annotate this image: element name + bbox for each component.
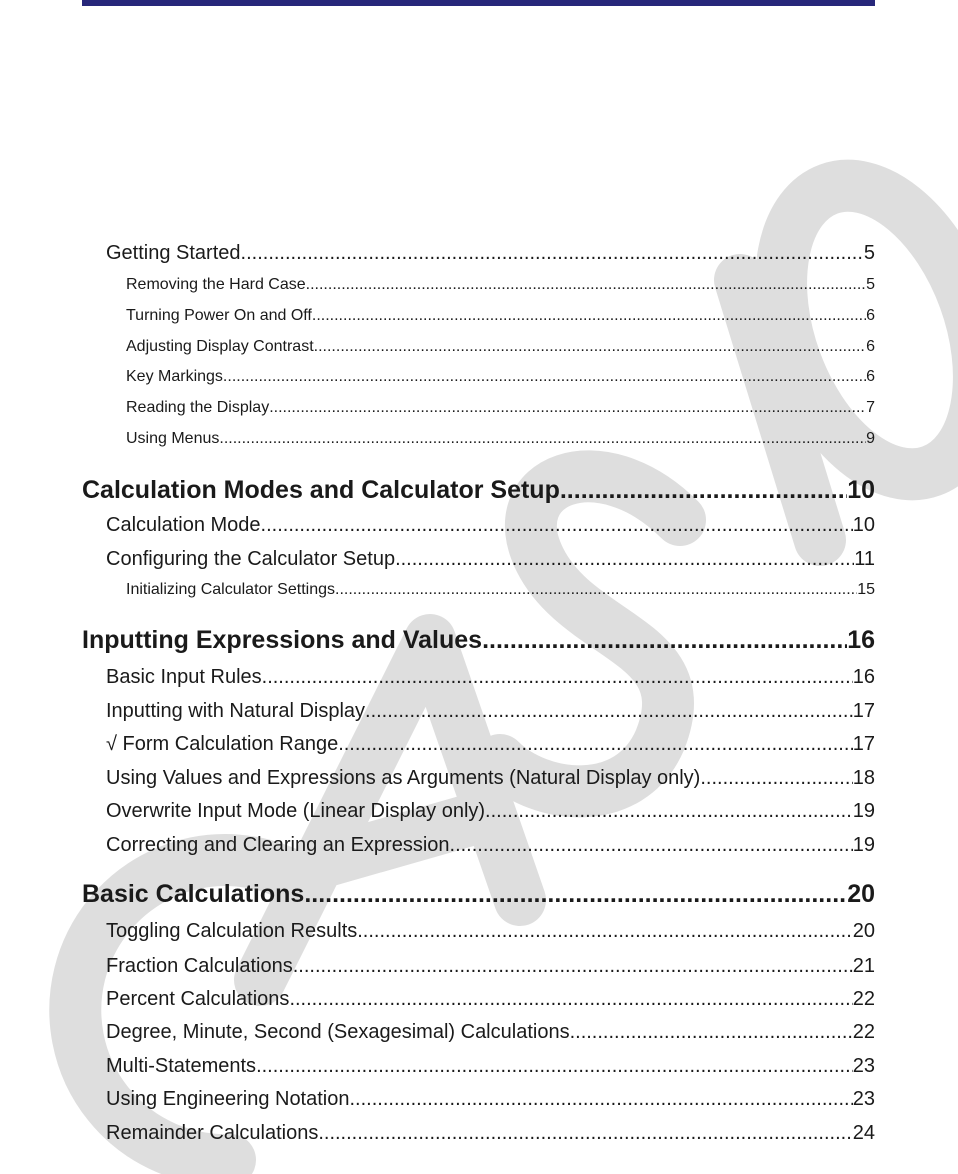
toc-entry[interactable] [106,1021,875,1045]
toc-page-number: 24 [852,1122,875,1144]
toc-leader-dots [338,733,853,756]
toc-entry-title: Calculation Mode [106,514,261,536]
toc-entry-title: Multi-Statements [106,1055,257,1077]
toc-leader-dots [293,955,853,978]
toc-leader-dots [269,399,866,417]
toc-leader-dots [482,626,847,655]
toc-entry[interactable] [106,700,875,724]
toc-leader-dots [261,514,853,537]
toc-page-number: 6 [866,307,875,324]
toc-entry-title: Inputting with Natural Display [106,700,366,722]
toc-leader-dots [312,307,866,325]
toc-entry[interactable] [82,476,875,506]
toc-leader-dots [485,800,853,823]
toc-entry-title: Remainder Calculations [106,1122,319,1144]
toc-entry[interactable] [106,1122,875,1146]
toc-leader-dots [262,666,853,689]
toc-leader-dots [304,880,847,909]
toc-leader-dots [256,1055,853,1078]
toc-leader-dots [350,1088,853,1111]
toc-entry[interactable] [126,368,875,388]
toc-page-number: 6 [866,338,875,355]
toc-page-number: 21 [852,955,875,977]
toc-page-number: 9 [866,430,875,447]
toc-page-number: 17 [852,700,875,722]
toc-entry[interactable] [106,514,875,538]
toc-page-number: 17 [852,733,875,755]
toc-page-number: 19 [852,834,875,856]
toc-entry[interactable] [106,666,875,690]
toc-page-number: 22 [852,988,875,1010]
toc-leader-dots [219,430,866,448]
toc-page-number: 18 [852,767,875,789]
toc-page-number: 15 [857,581,875,598]
toc-entry[interactable] [106,955,875,979]
toc-entry-title: Percent Calculations [106,988,290,1010]
toc-leader-dots [223,368,866,386]
toc-page-number: 16 [847,626,875,654]
toc-page-number: 23 [852,1088,875,1110]
toc-page-number: 10 [852,514,875,536]
toc-page-number: 11 [854,548,875,570]
toc-entry-title: Using Menus [126,430,220,447]
toc-page-number: 10 [847,476,875,504]
toc-entry-title: Reading the Display [126,399,270,416]
toc-page-number: 19 [852,800,875,822]
toc-entry-title: Basic Calculations [82,880,305,908]
toc-entry[interactable] [126,581,875,601]
toc-entry-title: Overwrite Input Mode (Linear Display only) [106,800,486,822]
toc-entry-title: Inputting Expressions and Values [82,626,483,654]
toc-entry[interactable] [106,767,875,791]
toc-entry-title: Correcting and Clearing an Expression [106,834,450,856]
toc-entry[interactable] [126,430,875,450]
toc-entry[interactable] [126,276,875,296]
toc-entry-title: Using Engineering Notation [106,1088,350,1110]
toc-entry-title: Toggling Calculation Results [106,920,358,942]
toc-page-number: 16 [852,666,875,688]
toc-entry[interactable] [106,548,875,572]
toc-page-number: 20 [852,920,875,942]
toc-entry[interactable] [106,733,875,757]
toc-entry[interactable] [82,626,875,656]
toc-entry-title: Degree, Minute, Second (Sexagesimal) Calculations [106,1021,570,1043]
toc-entry[interactable] [106,242,875,266]
toc-entry[interactable] [106,834,875,858]
toc-entry[interactable] [106,1055,875,1079]
toc-page-number: 20 [847,880,875,908]
toc-leader-dots [450,834,853,857]
toc-entry-title: Removing the Hard Case [126,276,306,293]
toc-entry-title: Fraction Calculations [106,955,293,977]
toc-leader-dots [357,920,853,943]
toc-entry-title: Initializing Calculator Settings [126,581,335,598]
toc-entry[interactable] [106,800,875,824]
toc-leader-dots [700,767,852,790]
toc-entry-title: Key Markings [126,368,223,385]
toc-page-number: 5 [863,242,875,264]
toc-entry-title: Adjusting Display Contrast [126,338,314,355]
toc-entry-title: Getting Started [106,242,241,264]
toc-entry[interactable] [126,307,875,327]
toc-leader-dots [318,1122,852,1145]
toc-leader-dots [314,338,866,356]
toc-page-number: 22 [852,1021,875,1043]
toc-leader-dots [289,988,852,1011]
toc-entry-title: Using Values and Expressions as Arguments (Natural Display only) [106,767,701,789]
toc-page-number: 6 [866,368,875,385]
toc-entry-title: Turning Power On and Off [126,307,312,324]
toc-page-number: 23 [852,1055,875,1077]
toc-entry[interactable] [82,880,875,910]
toc-entry-title: Basic Input Rules [106,666,262,688]
toc-entry[interactable] [106,1088,875,1112]
toc-leader-dots [241,242,864,265]
toc-leader-dots [570,1021,853,1044]
toc-entry[interactable] [106,988,875,1012]
toc-entry-title: Calculation Modes and Calculator Setup [82,476,560,504]
toc-leader-dots [306,276,866,294]
toc-leader-dots [560,476,847,505]
toc-page-number: 5 [866,276,875,293]
toc-page-number: 7 [866,399,875,416]
toc-entry-title: √ Form Calculation Range [106,733,339,755]
toc-leader-dots [335,581,857,599]
toc-leader-dots [365,700,853,723]
toc-entry[interactable] [126,338,875,358]
toc-entry[interactable] [126,399,875,419]
toc-entry[interactable] [106,920,875,944]
toc-entry-title: Configuring the Calculator Setup [106,548,396,570]
toc-leader-dots [395,548,854,571]
